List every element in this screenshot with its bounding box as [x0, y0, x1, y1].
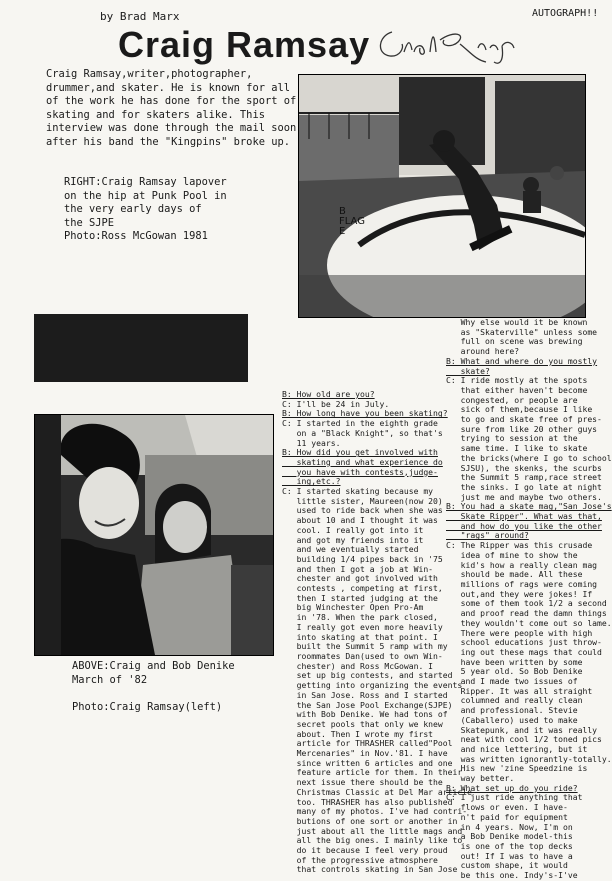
interview-text-line: columned and really clean [446, 695, 583, 706]
interview-text-line: C: I started skating because my [282, 486, 434, 497]
interview-text-line: set up big contests, and started [282, 670, 453, 681]
interview-text-line: was written ignorantly-totally. [446, 753, 612, 764]
caption-line [72, 687, 235, 701]
interview-text-line: millions of rags were coming [446, 578, 598, 589]
interview-text-line: in 4 years. Now, I'm on [446, 821, 573, 832]
interview-text-line: full on scene was brewing [446, 336, 583, 347]
signature-image [374, 22, 534, 68]
interview-text-line: about. Then I wrote my first [282, 728, 434, 739]
interview-text-line: they wouldn't come out so lame. [446, 617, 612, 628]
car-portrait-photo [34, 414, 274, 656]
interview-text-line: just about all the little mags and [282, 825, 463, 836]
interview-text-line: and got my friends into it [282, 534, 424, 545]
interview-text-line: that controls skating in San Jose [282, 864, 458, 875]
interview-text-line: congested, or people are [446, 394, 578, 405]
interview-text-line: C: I started in the eighth grade [282, 418, 438, 429]
interview-text-line: little sister, Maureen(now 20) [282, 495, 443, 506]
interview-question-line: B: How old are you? [282, 389, 375, 399]
interview-question-line: "rags" around? [446, 530, 529, 541]
interview-text-line: out! If I was to have a [446, 850, 573, 861]
interview-text-line: idea of mine to show the [446, 549, 578, 560]
byline: by Brad Marx [100, 10, 180, 23]
interview-text-line: neat with cool 1/2 toned pics [446, 734, 602, 745]
interview-text-line: contests , competing at first, [282, 583, 443, 594]
interview-text-line: C: I just ride anything that [446, 792, 583, 803]
interview-question-line: and how do you like the other [446, 520, 602, 531]
interview-text-line: Ripper. It was all straight [446, 685, 593, 696]
interview-text-line: Skatepunk, and it was really [446, 724, 598, 735]
caption-line: Photo:Craig Ramsay(left) [72, 700, 223, 713]
interview-text-line: I really got even more heavily [282, 621, 443, 632]
interview-text-line: since written 6 articles and one [282, 757, 453, 768]
interview-text-line: out,and they were jokes! If [446, 588, 593, 599]
caption-line: RIGHT:Craig Ramsay lapover [64, 176, 227, 188]
interview-text-line: to go and skate free of pres- [446, 414, 602, 425]
interview-text-line: that either haven't become [446, 384, 588, 395]
interview-text-line: about 10 and I thought it was [282, 515, 438, 526]
interview-text-line: school educations just throw- [446, 637, 602, 648]
interview-text-line: have been written by some [446, 656, 583, 667]
caption-line: on the hip at Punk Pool in [64, 189, 227, 202]
interview-text-line: next issue there should be the [282, 777, 443, 788]
photo-scribble: B FLAG E [339, 206, 365, 237]
caption-line: ABOVE:Craig and Bob Denike [72, 660, 235, 672]
interview-text-line: used to ride back when she was [282, 505, 443, 516]
interview-text-line: butions of one sort or another in [282, 815, 458, 826]
interview-text-line: do it because I feel very proud [282, 845, 448, 856]
interview-text-line: in San Jose. Ross and I started [282, 689, 448, 700]
page-title: Craig Ramsay [118, 24, 371, 65]
intro-paragraph: Craig Ramsay,writer,photographer, drummer,and skater. He is known for all of the work he has done for the sport of skating and for skaters alike. This interview was done through the mail soon after his band the "Kingpins" broke up. [46, 68, 297, 148]
interview-text-line: way better. [446, 773, 515, 784]
autograph-label: AUTOGRAPH!! [532, 8, 599, 19]
interview-text-line: then I started judging at the [282, 592, 438, 603]
interview-text-line: Mercenaries" in Nov.'81. I have [282, 748, 448, 759]
interview-text-line: C: The Ripper was this crusade [446, 540, 593, 551]
interview-question-line: ing,etc.? [282, 476, 341, 487]
interview-question-line: B: What and where do you mostly [446, 355, 598, 366]
interview-text-line: sure from like 20 other guys [446, 423, 598, 434]
interview-text-line: and then I got a job at Win- [282, 563, 434, 574]
interview-text-line: getting into organizing the events [282, 680, 463, 691]
caption-line: March of '82 [72, 673, 148, 686]
interview-text-line: some of them took 1/2 a second [446, 598, 607, 609]
interview-text-line: and we eventually started [282, 544, 419, 555]
caption-line: the SJPE [64, 216, 115, 229]
interview-text-line: into skating at that point. I [282, 631, 438, 642]
interview-text-line: 11 years. [282, 437, 341, 448]
caption-line: the very early days of [64, 203, 202, 216]
interview-text-line: the sinks. I go late at night [446, 481, 602, 492]
interview-text-line: cool. I really got into it [282, 524, 424, 535]
interview-text-line: be this one. Indy's-I've [446, 870, 578, 881]
interview-text-line: custom shape, it would [446, 860, 568, 871]
interview-text-line: the bricks(where I go to school [446, 452, 612, 463]
interview-question-line: B: How did you get involved with [282, 447, 438, 458]
interview-text-line: There were people with high [446, 627, 593, 638]
interview-text-line: 5 year old. So Bob Denike [446, 666, 583, 677]
interview-text-line: too. THRASHER has also published [282, 796, 453, 807]
interview-text-line: C: I'll be 24 in July. [282, 398, 390, 409]
interview-text-line: and nice lettering, but it [446, 743, 588, 754]
interview-text-line: should be made. All these [446, 569, 583, 580]
interview-text-line: building 1/4 pipes back in '75 [282, 553, 443, 564]
interview-text-line: kid's how a really clean mag [446, 559, 598, 570]
interview-text-line: same time. I like to skate [446, 443, 588, 454]
blacked-out-block [34, 314, 248, 382]
interview-text-line: many of my photos. I've had contri- [282, 806, 468, 817]
interview-text-line: chester) and Ross McGowan. I [282, 660, 434, 671]
interview-question-line: you have with contests,judge- [282, 466, 438, 477]
interview-text-line: built the Summit 5 ramp with my [282, 641, 448, 652]
interview-question-line: B: How long have you been skating? [282, 408, 448, 419]
interview-text-line: in '78. When the park closed, [282, 612, 438, 623]
interview-text-line: on a "Black Knight", so that's [282, 427, 443, 438]
interview-text-line: the Summit 5 ramp,race street [446, 472, 602, 483]
interview-text-line: n't paid for equipment [446, 811, 568, 822]
interview-text-line: with Bob Denike. We had tons of [282, 709, 448, 720]
interview-text-line: around here? [446, 346, 520, 357]
interview-text-line: article for THRASHER called"Pool [282, 738, 453, 749]
interview-question-line: Skate Ripper". What was that, [446, 511, 602, 522]
interview-text-line: chester and got involved with [282, 573, 438, 584]
interview-text-line: all the big ones. I mainly like to [282, 835, 463, 846]
interview-question-line: B: What set up do you ride? [446, 782, 578, 793]
interview-text-line: ing out these mags that could [446, 646, 602, 657]
interview-text-line: feature article for them. In their [282, 767, 463, 778]
interview-text-line: big Winchester Open Pro-Am [282, 602, 424, 613]
interview-text-line: as "Skaterville" unless some [446, 326, 598, 337]
interview-text-line: and professional. Stevie [446, 705, 578, 716]
interview-text-line: C: I ride mostly at the spots [446, 375, 588, 386]
interview-text-line: roommates Dan(used to own Win- [282, 650, 443, 661]
interview-question-line: skate? [446, 365, 490, 376]
interview-text-line: just me and maybe two others. [446, 491, 602, 502]
interview-question-line: skating and what experience do [282, 456, 443, 467]
interview-text-line: and proof read the damn things [446, 608, 607, 619]
interview-text-line: and I made two issues of [446, 676, 578, 687]
interview-column-middle [282, 389, 473, 875]
interview-text-line: Why else would it be known [446, 317, 588, 327]
interview-text-line: SJSU), the skenks, the scurbs [446, 462, 602, 473]
interview-text-line: Christmas Classic at Del Mar article [282, 786, 473, 797]
interview-text-line: of the progressive atmosphere [282, 854, 438, 865]
interview-column-right [446, 317, 612, 881]
interview-text-line: (Caballero) used to make [446, 714, 578, 725]
interview-text-line: flows or even. I have- [446, 802, 568, 813]
interview-text-line: secret pools that only we knew [282, 718, 443, 729]
interview-text-line: His new 'zine Speedzine is [446, 763, 588, 774]
interview-text-line: is one of the top decks [446, 840, 573, 851]
bottom-photo-caption [72, 660, 235, 714]
interview-text-line: trying to session at the [446, 433, 578, 444]
interview-text-line: the San Jose Pool Exchange(SJPE) [282, 699, 453, 710]
interview-question-line: B: You had a skate mag,"San Jose's [446, 501, 612, 512]
interview-text-line: a Bob Denike model-this [446, 831, 573, 842]
interview-text-line: sick of them,because I like [446, 404, 593, 415]
pool-skating-photo [298, 74, 586, 318]
caption-line: Photo:Ross McGowan 1981 [64, 230, 208, 243]
top-photo-caption [64, 176, 227, 244]
